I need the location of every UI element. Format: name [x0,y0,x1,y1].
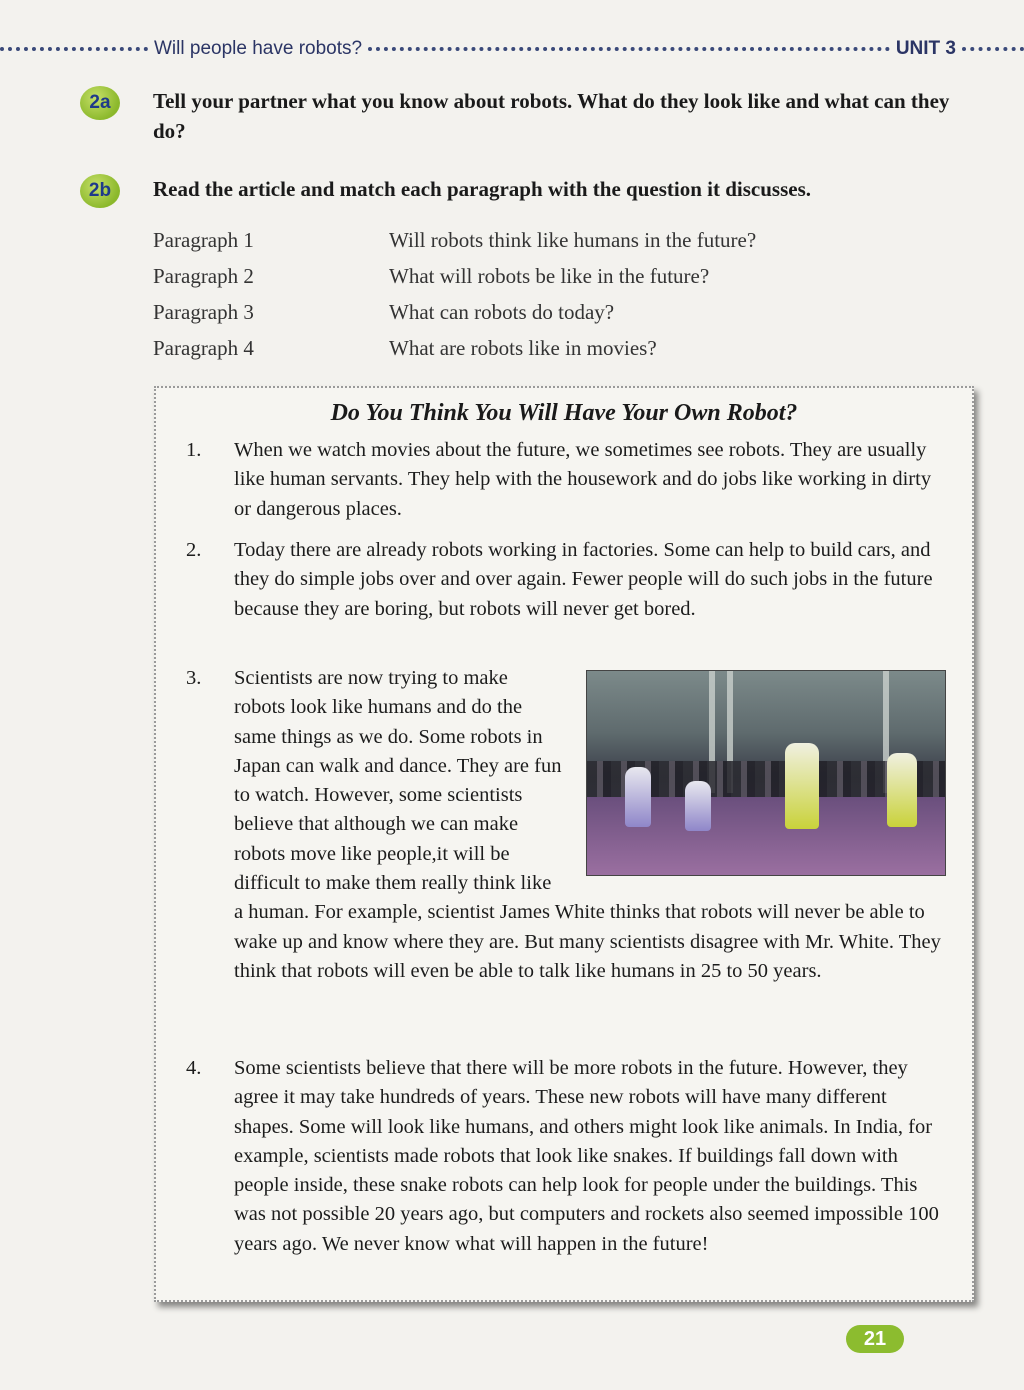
question-text: What are robots like in movies? [389,335,657,360]
paragraph-label: Paragraph 1 [153,227,254,252]
paragraph-text: When we watch movies about the future, we sometimes see robots. They are usually like human servants. They help with the housework and do jobs like working in dirty or dangerous places. [234,439,932,520]
article-paragraph-4 [186,1054,946,1259]
question-text: What will robots be like in the future? [389,263,710,288]
paragraph-number: 3. [186,667,202,689]
activity-badge-2a: 2a [80,86,120,120]
article-paragraph-1 [186,436,946,524]
robot-figure [785,743,819,829]
matching-table [153,222,913,366]
article-paragraph-3 [186,664,946,986]
paragraph-3-container [234,664,946,986]
activity-instruction-2a: Tell your partner what you know about robots. What do they look like and what can they do? [153,89,950,143]
paragraph-label: Paragraph 4 [153,335,254,360]
article-title: Do You Think You Will Have Your Own Robot? [330,400,798,426]
matching-row [153,330,913,366]
header-dots-middle [368,47,890,51]
header-title: Will people have robots? [154,38,363,59]
paragraph-number: 2. [186,539,202,561]
paragraph-number: 1. [186,439,202,461]
header-dots-right [962,47,1024,51]
activity-badge-2b: 2b [80,174,120,208]
running-header [0,34,1024,64]
page-number: 21 [846,1325,904,1353]
article-box [154,386,974,1302]
matching-row [153,222,913,258]
paragraph-text: Today there are already robots working in factories. Some can help to build cars, and they do simple jobs over and over again. Fewer people will do such jobs in the future because they are boring, but robots will never get bored. [234,539,933,620]
matching-row [153,258,913,294]
paragraph-number: 4. [186,1057,202,1079]
robot-figure [887,753,917,827]
paragraph-label: Paragraph 2 [153,263,254,288]
header-dots-left [0,47,148,51]
robot-figure [685,781,711,831]
activity-instruction-2b: Read the article and match each paragraph with the question it discusses. [153,177,812,201]
question-text: Will robots think like humans in the future? [389,227,757,252]
robots-dancing-photo [586,670,946,876]
question-text: What can robots do today? [389,299,615,324]
article-paragraph-2 [186,536,946,624]
header-unit: UNIT 3 [895,38,956,59]
matching-row [153,294,913,330]
robot-figure [625,767,651,827]
paragraph-text: Some scientists believe that there will be more robots in the future. However, they agree it may take hundreds of years. These new robots will have many different shapes. Some will look like humans, and others might look like animals. In India, for example, scientists made robots that look like snakes. If buildings fall down with people inside, these snake robots can help look for people under the buildings. This was not possible 20 years ago, but computers and rockets also seemed impossible 100 years ago. We never know what will happen in the future! [234,1057,939,1255]
paragraph-label: Paragraph 3 [153,299,254,324]
paragraph-text: Scientists are now trying to make robots look like humans and do the same things as we do. Some robots in Japan can walk and dance. They are fun to watch. However, some scientists believe that although we can make robots move like people,it will be difficult to make them really think like a human. For example, scientist James White thinks that robots will never be able to wake up and know where they are. But many scientists disagree with Mr. White. They think that robots will even be able to talk like humans in 25 to 50 years. [234,667,941,982]
